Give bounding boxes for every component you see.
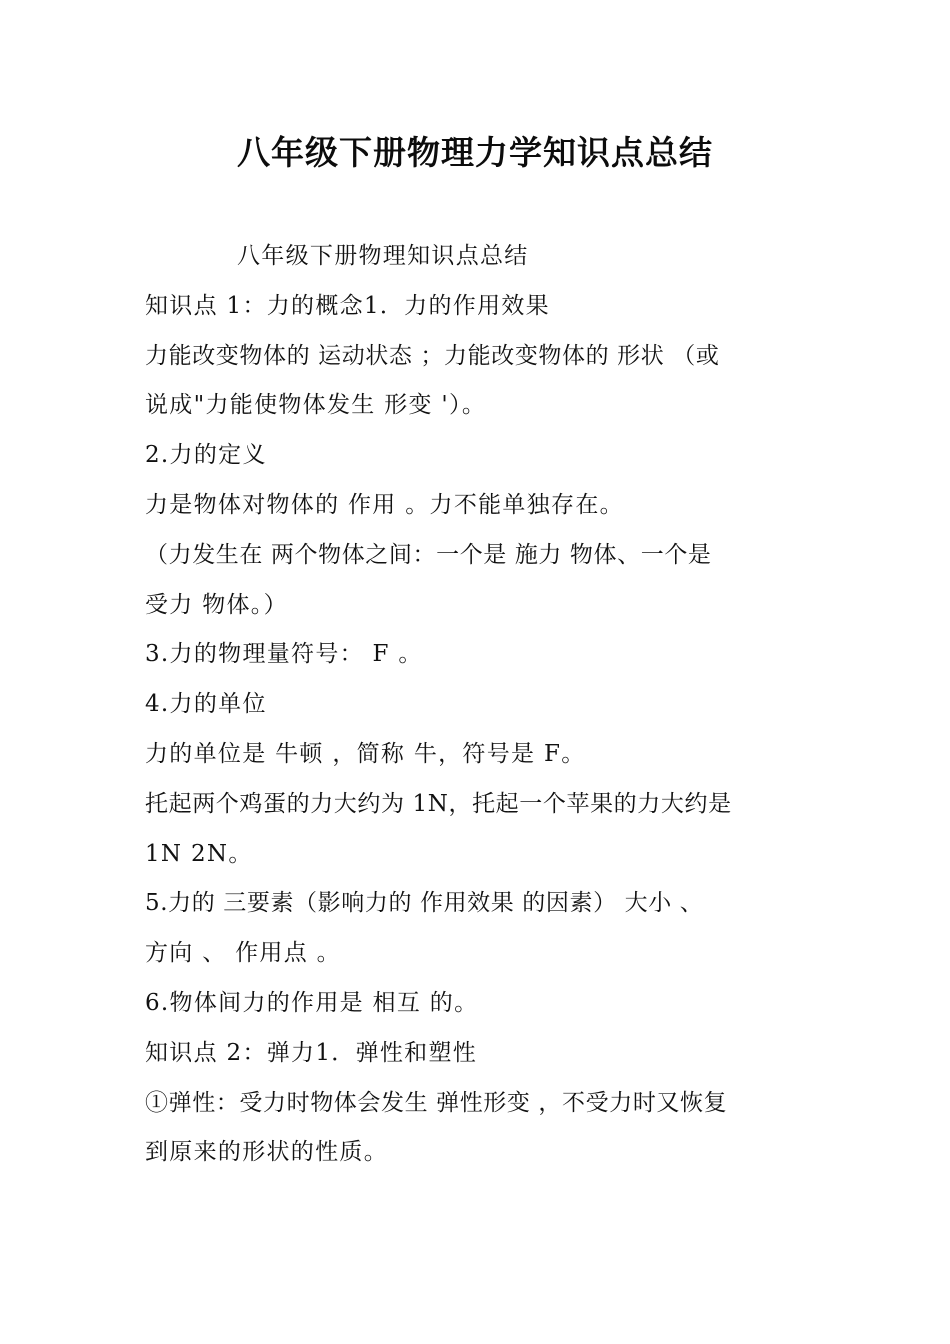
- text-line: 力是物体对物体的 作用 。力不能单独存在。: [145, 491, 624, 518]
- text-line: 受力 物体。）: [145, 591, 288, 618]
- text-line: 2.力的定义: [145, 442, 267, 469]
- text-line: 托起两个鸡蛋的力大约为 1N，托起一个苹果的力大约是: [145, 790, 732, 817]
- page-title: 八年级下册物理力学知识点总结: [237, 133, 713, 172]
- subtitle-line: 八年级下册物理知识点总结: [237, 243, 529, 269]
- text-line: 5.力的 三要素（影响力的 作用效果 的因素） 大小 、: [145, 890, 704, 917]
- text-line: 说成"力能使物体发生 形变 '）。: [145, 392, 487, 419]
- text-line: ①弹性：受力时物体会发生 弹性形变 ，不受力时又恢复: [145, 1089, 728, 1116]
- text-line: 力能改变物体的 运动状态 ；力能改变物体的 形状 （或: [145, 342, 720, 369]
- text-line: 力的单位是 牛顿 ，简称 牛，符号是 F。: [145, 740, 586, 767]
- text-line: 知识点 1：力的概念1．力的作用效果: [145, 292, 550, 319]
- text-line: 方向 、 作用点 。: [145, 940, 341, 967]
- text-line: 6.物体间力的作用是 相互 的。: [145, 989, 479, 1016]
- text-line: 到原来的形状的性质。: [145, 1139, 388, 1166]
- text-line: （力发生在 两个物体之间：一个是 施力 物体、一个是: [145, 541, 712, 568]
- text-line: 1N 2N。: [145, 840, 253, 867]
- text-line: 3.力的物理量符号： F 。: [145, 641, 423, 668]
- document-body: [145, 232, 810, 1178]
- text-line: 4.力的单位: [145, 691, 267, 718]
- text-line: 知识点 2：弹力1．弹性和塑性: [145, 1039, 478, 1066]
